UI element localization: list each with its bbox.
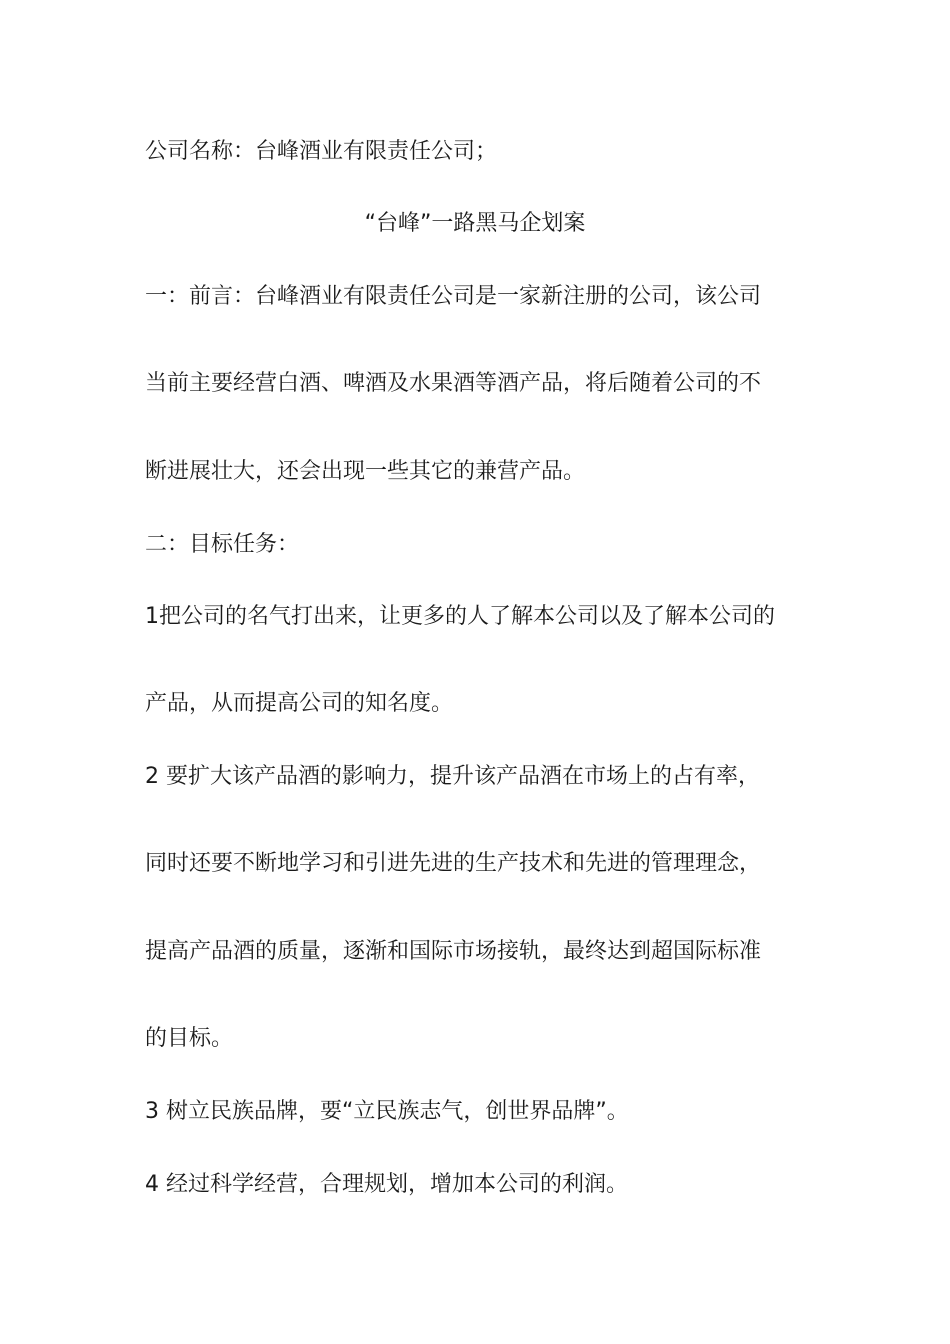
company-name-line: 公司名称：台峰酒业有限责任公司； (145, 139, 498, 164)
goal-2-line-2: 同时还要不断地学习和引进先进的生产技术和先进的管理理念， (145, 851, 762, 876)
section-heading-goals: 二：目标任务： (145, 532, 300, 557)
goal-4-line: 4 经过科学经营，合理规划，增加本公司的利润。 (145, 1172, 628, 1197)
goal-2-line-3: 提高产品酒的质量，逐渐和国际市场接轨，最终达到超国际标准 (145, 939, 762, 964)
goal-1-line-2: 产品，从而提高公司的知名度。 (145, 691, 454, 716)
goal-3-line: 3 树立民族品牌，要“立民族志气，创世界品牌”。 (145, 1099, 629, 1124)
document-title: “台峰”一路黑马企划案 (364, 211, 586, 236)
goal-2-line-1: 2 要扩大该产品酒的影响力，提升该产品酒在市场上的占有率， (145, 764, 760, 789)
preface-line-3: 断进展壮大，还会出现一些其它的兼营产品。 (145, 459, 586, 484)
preface-line-2: 当前主要经营白酒、啤酒及水果酒等酒产品，将后随着公司的不 (145, 371, 762, 396)
goal-1-line-1: 1把公司的名气打出来，让更多的人了解本公司以及了解本公司的 (145, 604, 775, 629)
goal-2-line-4: 的目标。 (145, 1026, 234, 1051)
preface-line-1: 一：前言：台峰酒业有限责任公司是一家新注册的公司，该公司 (145, 284, 762, 309)
